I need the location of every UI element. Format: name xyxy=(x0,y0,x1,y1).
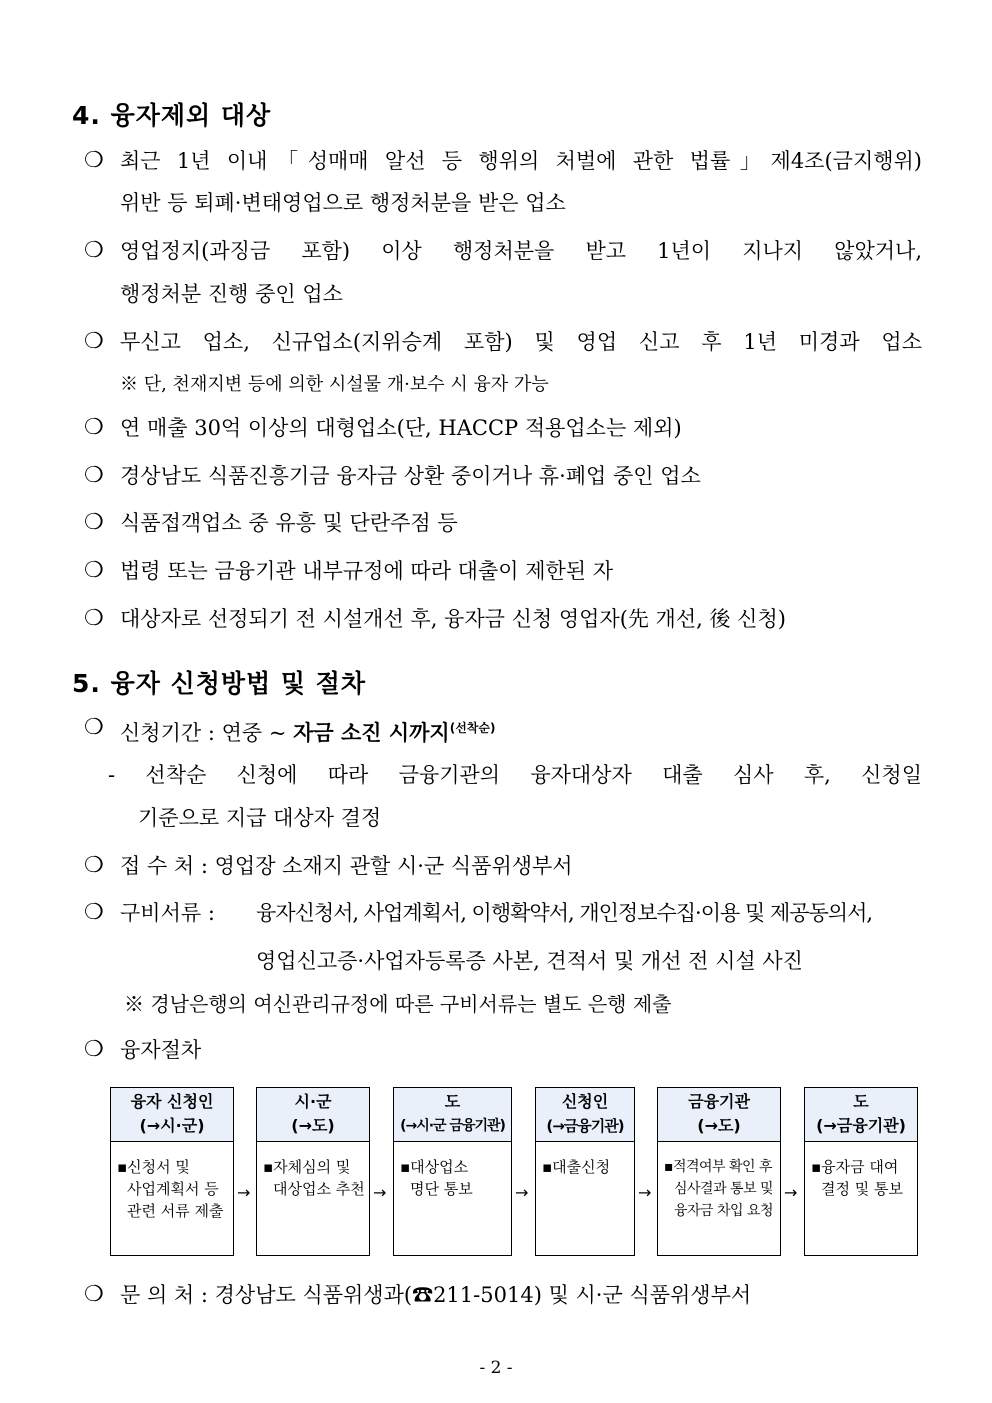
flow-step-province xyxy=(393,1087,512,1256)
flow-step-body xyxy=(111,1142,233,1222)
bullet-icon: ❍ xyxy=(84,606,104,631)
flow-step-line: 대상업소 추천 xyxy=(273,1180,365,1198)
flow-step-line: 결정 및 통보 xyxy=(821,1180,903,1198)
item-note: ※ 단, 천재지변 등에 의한 시설물 개·보수 시 융자 가능 xyxy=(120,374,549,395)
period-label: 신청기간 : 연중 ~ xyxy=(120,721,294,745)
section4-title: 4. 융자제외 대상 xyxy=(72,101,272,130)
flow-step-header xyxy=(394,1088,511,1142)
flow-step-line: 융자금 차입 요청 xyxy=(674,1203,774,1219)
flow-step-line: ▪대출신청 xyxy=(542,1158,611,1176)
flow-arrow-icon: → xyxy=(373,1183,387,1202)
period-note: (선착순) xyxy=(449,721,496,735)
flow-step-header xyxy=(536,1088,634,1142)
flow-step-line: 사업계획서 등 xyxy=(127,1180,219,1198)
flow-step-title: 도 xyxy=(444,1092,461,1111)
flow-step-body xyxy=(257,1142,369,1200)
item-text-continued: 위반 등 퇴폐·변태영업으로 행정처분을 받은 업소 xyxy=(120,191,566,215)
reception-text: 접 수 처 : 영업장 소재지 관할 시·군 식품위생부서 xyxy=(120,854,573,878)
inquiry-text: 문 의 처 : 경상남도 식품위생과(☎211-5014) 및 시·군 식품위생부서 xyxy=(120,1283,752,1307)
flow-step-header xyxy=(658,1088,780,1142)
period-sub-continued: 기준으로 지급 대상자 결정 xyxy=(138,806,382,830)
flow-step-line: 관련 서류 제출 xyxy=(127,1202,224,1220)
flow-arrow-icon: → xyxy=(784,1183,798,1202)
flow-arrow-icon: → xyxy=(638,1183,652,1202)
flow-step-target: (→금융기관) xyxy=(816,1116,906,1135)
flow-step-target: (→도) xyxy=(697,1116,741,1135)
page-number: - 2 - xyxy=(479,1358,513,1378)
flow-step-body xyxy=(805,1142,917,1200)
bullet-icon: ❍ xyxy=(84,148,104,173)
flow-step-body xyxy=(536,1142,634,1178)
bullet-icon: ❍ xyxy=(84,415,104,440)
flow-step-line: ▪적격여부 확인 후 xyxy=(664,1159,773,1175)
bullet-icon: ❍ xyxy=(84,238,104,263)
flow-step-applicant xyxy=(110,1087,234,1256)
period-sub-text: - 선착순 신청에 따라 금융기관의 융자대상자 대출 심사 후, 신청일 xyxy=(108,763,922,787)
section5-title: 5. 융자 신청방법 및 절차 xyxy=(72,669,367,698)
flow-step-title: 융자 신청인 xyxy=(130,1092,214,1111)
flow-step-body xyxy=(658,1142,780,1222)
flow-step-header xyxy=(805,1088,917,1142)
flow-step-title: 시·군 xyxy=(294,1092,332,1111)
documents-label: 구비서류 : xyxy=(120,901,215,925)
item-text: 대상자로 선정되기 전 시설개선 후, 융자금 신청 영업자(先 개선, 後 신청) xyxy=(120,607,786,631)
flow-step-title: 신청인 xyxy=(561,1092,609,1111)
flow-step-target: (→금융기관) xyxy=(546,1117,624,1135)
item-text: 연 매출 30억 이상의 대형업소(단, HACCP 적용업소는 제외) xyxy=(120,416,682,440)
flow-step-province-final xyxy=(804,1087,918,1256)
period-value: 자금 소진 시까지 xyxy=(293,721,450,745)
flow-step-line: 명단 통보 xyxy=(410,1180,473,1198)
bullet-icon: ❍ xyxy=(84,900,104,925)
bullet-icon: ❍ xyxy=(84,853,104,878)
documents-note: ※ 경남은행의 여신관리규정에 따른 구비서류는 별도 은행 제출 xyxy=(124,992,672,1016)
flow-step-header xyxy=(257,1088,369,1142)
bullet-icon: ❍ xyxy=(84,1282,104,1307)
flow-step-target: (→시·군) xyxy=(139,1116,205,1135)
flow-step-target: (→도) xyxy=(291,1116,335,1135)
flow-arrow-icon: → xyxy=(515,1183,529,1202)
flow-step-target: (→시·군 금융기관) xyxy=(400,1118,505,1134)
flow-step-line: ▪대상업소 xyxy=(400,1158,469,1176)
flow-step-bank xyxy=(657,1087,781,1256)
flow-arrow-icon: → xyxy=(237,1183,251,1202)
item-text: 식품접객업소 중 유흥 및 단란주점 등 xyxy=(120,511,458,535)
flow-step-line: 심사결과 통보 및 xyxy=(674,1181,774,1197)
bullet-icon: ❍ xyxy=(84,558,104,583)
documents-continued: 영업신고증·사업자등록증 사본, 견적서 및 개선 전 시설 사진 xyxy=(256,949,803,973)
item-text: 최근 1년 이내「성매매 알선 등 행위의 처벌에 관한 법률」제4조(금지행위) xyxy=(120,149,922,173)
item-text: 법령 또는 금융기관 내부규정에 따라 대출이 제한된 자 xyxy=(120,559,614,583)
bullet-icon: ❍ xyxy=(84,1037,104,1062)
flow-step-line: ▪융자금 대여 xyxy=(811,1158,899,1176)
item-text: 경상남도 식품진흥기금 융자금 상환 중이거나 휴·폐업 중인 업소 xyxy=(120,464,701,488)
documents-text: 융자신청서, 사업계획서, 이행확약서, 개인정보수집·이용 및 제공동의서, xyxy=(256,901,873,925)
flow-step-body xyxy=(394,1142,511,1200)
bullet-icon: ❍ xyxy=(84,329,104,354)
bullet-icon: ❍ xyxy=(84,510,104,535)
flow-step-city xyxy=(256,1087,370,1256)
flow-step-applicant-bank xyxy=(535,1087,635,1256)
flow-step-header xyxy=(111,1088,233,1142)
item-text-continued: 행정처분 진행 중인 업소 xyxy=(120,282,343,306)
bullet-icon: ❍ xyxy=(84,715,104,740)
procedure-flow xyxy=(110,1087,918,1258)
procedure-label: 융자절차 xyxy=(120,1038,202,1062)
item-text: 무신고 업소, 신규업소(지위승계 포함) 및 영업 신고 후 1년 미경과 업소 xyxy=(120,330,922,354)
flow-step-line: ▪신청서 및 xyxy=(117,1158,190,1176)
flow-step-title: 도 xyxy=(853,1092,869,1111)
flow-step-line: ▪자체심의 및 xyxy=(263,1158,351,1176)
item-text: 영업정지(과징금 포함) 이상 행정처분을 받고 1년이 지나지 않았거나, xyxy=(120,239,922,263)
flow-step-title: 금융기관 xyxy=(688,1092,750,1111)
bullet-icon: ❍ xyxy=(84,463,104,488)
